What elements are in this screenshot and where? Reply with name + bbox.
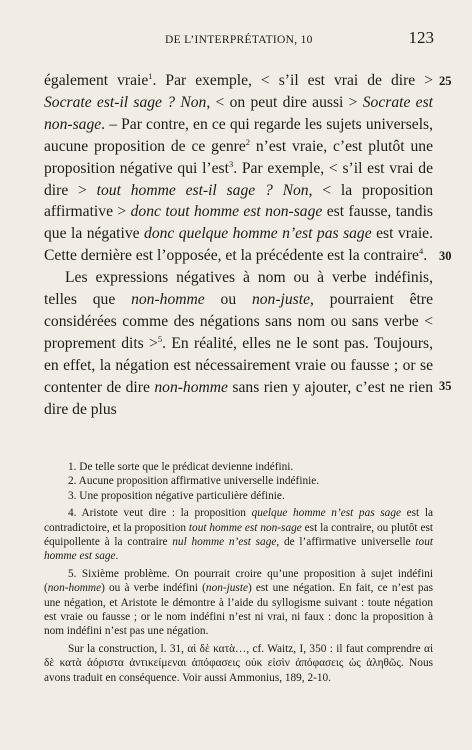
text-span: . – Par contre, en ce qui regarde les sujets universels, aucune proposition de ce genre xyxy=(44,115,433,155)
text-span: , de l’affirmative universelle xyxy=(276,536,416,549)
line-number-30: 30 xyxy=(439,249,452,263)
text-span: , < la proposition affirmative > xyxy=(44,181,433,221)
running-title: DE L’INTERPRÉTATION, 10 xyxy=(165,34,313,46)
main-text xyxy=(44,70,433,421)
text-span: . Par exemple, < s’il est vrai de dire > xyxy=(44,159,434,199)
italic-span: Socrate est-il sage ? Non xyxy=(44,93,207,111)
footnote-5 xyxy=(44,567,433,639)
italic-span: tout homme est non-sage xyxy=(188,521,302,534)
italic-span: non-homme xyxy=(47,582,102,595)
text-span: sans rien y ajouter, c’est ne rien dire de plus xyxy=(44,378,434,418)
italic-span: non-juste xyxy=(251,291,310,309)
line-number-25: 25 xyxy=(439,74,452,88)
italic-span: nul homme n’est sage xyxy=(172,536,277,549)
footnote-ref-5: 5 xyxy=(157,333,163,344)
paragraph-2 xyxy=(44,267,433,420)
italic-span: Socrate est non-sage xyxy=(44,93,433,133)
text-span: . En réalité, elles ne le sont pas. Toujours, en effet, la négation est nécessairement vraie ou fausse ; or se contenter de dire xyxy=(44,334,433,396)
text-span: 5. Sixième problème. On pourrait croire qu’une proposition à sujet indéfini ( xyxy=(44,567,433,595)
footnote-ref-2: 2 xyxy=(245,136,251,147)
text-span: . xyxy=(115,550,119,563)
footnote-ref-1: 1 xyxy=(148,70,153,81)
text-span: également vraie xyxy=(44,72,149,89)
text-span: est la contraire, ou plutôt est équipollente à la contraire xyxy=(44,521,434,549)
footnote-construction-note: Sur la construction, l. 31, αἱ δὲ κατὰ…, cf. Waitz, I, 350 : il faut comprendre αἱ δὲ κατὰ ἀόριστα ἀντικείμεναι ἀπόφασεις οὐκ εἰσὶν ἀπόφασεις ὡς ἀληθῶς. Nous avons traduit en conséquence. Voir aussi Ammonius, 189, 2-10. xyxy=(44,642,433,684)
footnote-4 xyxy=(44,506,433,564)
footnote-ref-4: 4 xyxy=(418,246,424,257)
footnote-2: 2. Aucune proposition affirmative universelle indéfinie. xyxy=(68,475,320,488)
footnote-1: 1. De telle sorte que le prédicat devienne indéfini. xyxy=(68,461,294,473)
text-span: Les expressions négatives à nom ou à verbe indéfinis, telles que xyxy=(44,269,433,309)
italic-span: tout homme est sage xyxy=(44,536,433,563)
text-span: 4. Aristote veut dire : la proposition xyxy=(68,507,252,520)
text-span: ) ou à verbe indéfini ( xyxy=(101,582,206,595)
line-number-35: 35 xyxy=(439,379,452,393)
text-span: , < on peut dire aussi > xyxy=(206,93,363,111)
footnotes xyxy=(44,460,433,685)
italic-span: donc tout homme est non-sage xyxy=(130,203,323,221)
page-header xyxy=(0,26,472,52)
text-span: . Par exemple, < s’il est vrai de dire > xyxy=(152,72,434,89)
italic-span: non-homme xyxy=(131,291,205,309)
text-span: . xyxy=(423,247,428,265)
page-number: 123 xyxy=(408,28,434,47)
text-span: , pourraient être considérées comme des négations sans nom ou sans verbe < proprement dits > xyxy=(44,291,433,352)
text-span: ou xyxy=(204,291,252,309)
text-span: est fausse, tandis que la négative xyxy=(44,203,433,243)
paragraph-1 xyxy=(44,70,433,267)
footnote-3: 3. Une proposition négative particulière définie. xyxy=(68,489,285,502)
text-span: est la contradictoire, et la proposition xyxy=(44,507,433,534)
italic-span: tout homme est-il sage ? Non xyxy=(96,181,309,199)
text-span: n’est vraie, c’est plutôt une proposition négative qui l’est xyxy=(44,137,433,177)
italic-span: non-juste xyxy=(205,582,248,595)
text-span: est vraie. Cette dernière est l’opposée, et la précédente est la contraire xyxy=(44,225,433,265)
italic-span: donc quelque homme n’est pas sage xyxy=(144,225,372,243)
text-span: ) est une négation. En fait, ce n’est pas une négation, et Aristote le démontre à l’aide du syllogisme suivant : toute négation est vraie ou fausse ; or le nom indéfini n’est ni vrai, ni faux : donc la proposition à nom indéfini n’est pas une négation. xyxy=(44,582,433,638)
footnote-ref-3: 3 xyxy=(228,158,234,169)
italic-span: non-homme xyxy=(154,378,228,396)
italic-span: quelque homme n’est pas sage xyxy=(251,507,401,520)
